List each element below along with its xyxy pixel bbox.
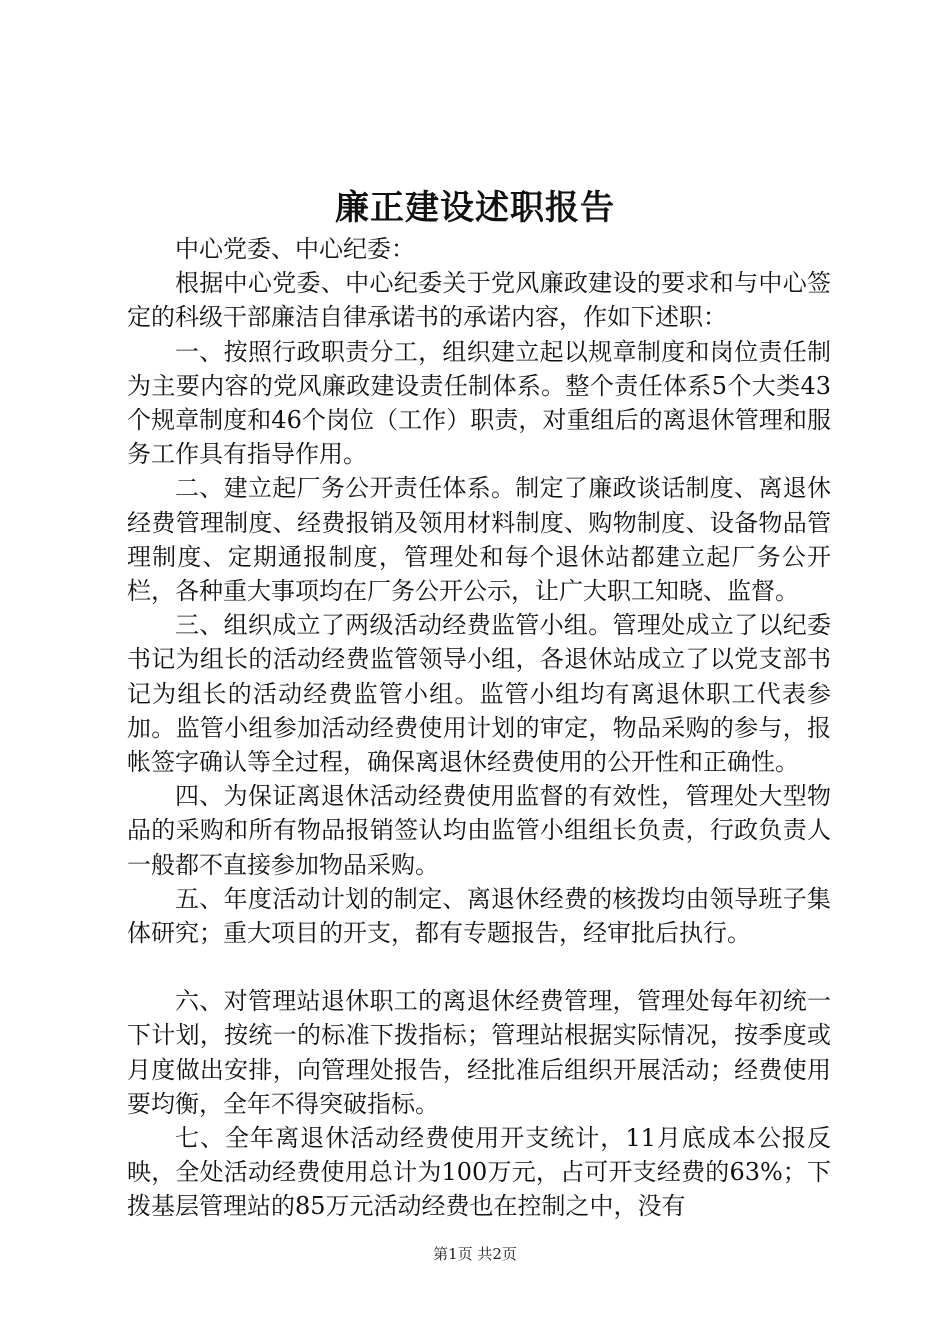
page-footer: 第1页 共2页 [433, 1245, 517, 1263]
salutation: 中心党委、中心纪委： [175, 235, 415, 263]
paragraph-item-2: 二、建立起厂务公开责任体系。制定了廉政谈话制度、离退休经费管理制度、经费报销及领用材料制度、购物制度、设备物品管理制度、定期通报制度，管理处和每个退休站都建立起厂务公开栏，各种重大事项均在厂务公开公示，让广大职工知晓、监督。 [127, 474, 831, 606]
paragraph-item-1: 一、按照行政职责分工，组织建立起以规章制度和岗位责任制为主要内容的党风廉政建设责任制体系。整个责任体系5个大类43个规章制度和46个岗位（工作）职责，对重组后的离退休管理和服务工作具有指导作用。 [127, 337, 831, 469]
paragraph-item-3: 三、组织成立了两级活动经费监管小组。管理处成立了以纪委书记为组长的活动经费监管领导小组，各退休站成立了以党支部书记为组长的活动经费监管小组。监管小组均有离退休职工代表参加。监管小组参加活动经费使用计划的审定，物品采购的参与，报帐签字确认等全过程，确保离退休经费使用的公开性和正确性。 [127, 611, 831, 777]
paragraph-intro: 根据中心党委、中心纪委关于党风廉政建设的要求和与中心签定的科级干部廉洁自律承诺书的承诺内容，作如下述职： [127, 269, 831, 332]
paragraph-item-4: 四、为保证离退休活动经费使用监督的有效性，管理处大型物品的采购和所有物品报销签认均由监管小组组长负责，行政负责人一般都不直接参加物品采购。 [127, 782, 831, 879]
paragraph-item-6: 六、对管理站退休职工的离退休经费管理，管理处每年初统一下计划，按统一的标准下拨指标；管理站根据实际情况，按季度或月度做出安排，向管理处报告，经批准后组织开展活动；经费使用要均衡，全年不得突破指标。 [127, 987, 831, 1118]
paragraph-item-7: 七、全年离退休活动经费使用开支统计，11月底成本公报反映，全处活动经费使用总计为100万元，占可开支经费的63%；下拨基层管理站的85万元活动经费也在控制之中，没有 [127, 1124, 831, 1221]
document-body [127, 232, 831, 1224]
paragraph-item-5: 五、年度活动计划的制定、离退休经费的核拨均由领导班子集体研究；重大项目的开支，都有专题报告，经审批后执行。 [127, 884, 831, 948]
document-title: 廉正建设述职报告 [335, 188, 615, 228]
